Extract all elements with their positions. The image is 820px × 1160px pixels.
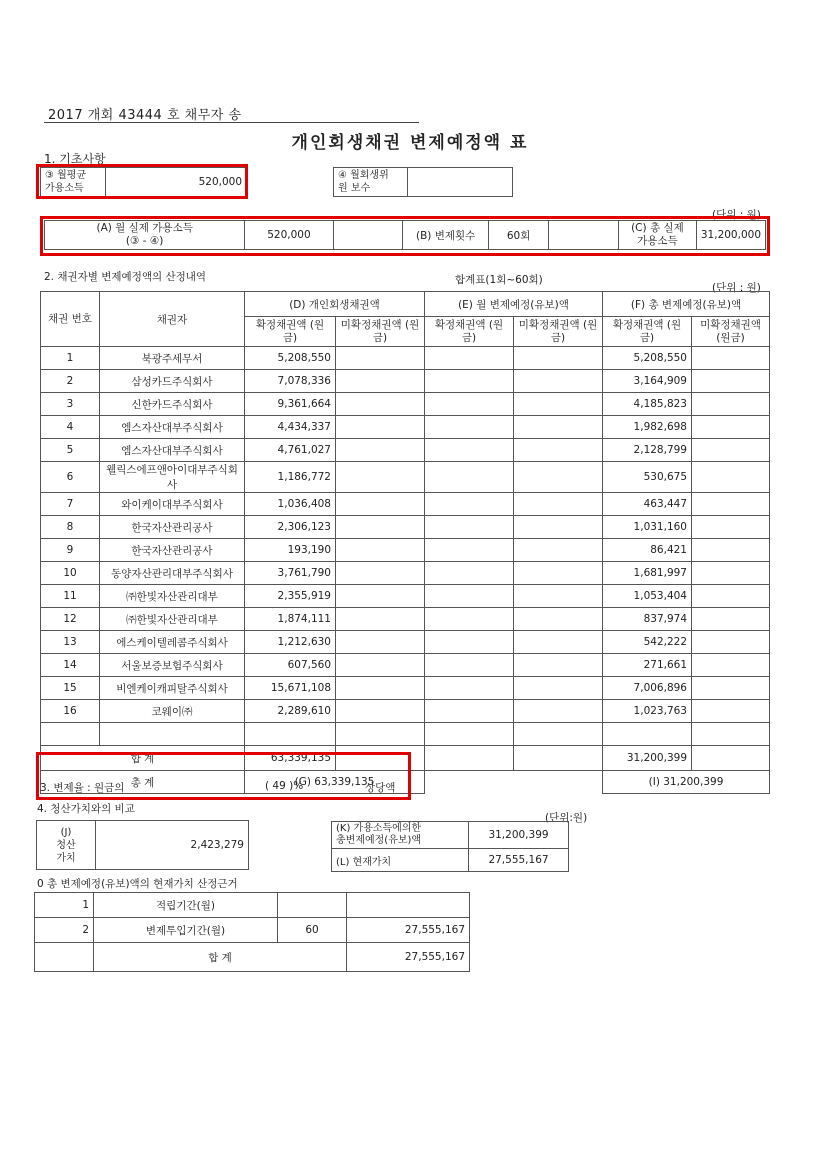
d-unconfirmed-value [336,608,425,631]
j-label-2: 청산 [56,839,76,851]
e-unconfirmed-value [514,393,603,416]
table-row [41,393,770,416]
total-g: (G) 63,339,135 [245,771,425,794]
section2-unit: (단위 : 원) [712,282,761,294]
creditor-name: 서울보증보험주식회사 [100,654,245,677]
d-unconfirmed-value [336,370,425,393]
d-confirmed-value: 4,434,337 [245,416,336,439]
d-unconfirmed-value [336,539,425,562]
creditor-name: 에스케이텔레콤주식회사 [100,631,245,654]
basis-sum-label: 합 계 [94,943,347,972]
f-confirmed-value: 2,128,799 [603,439,692,462]
d-unconfirmed-header: 미확정채권액 (원금) [336,317,425,347]
trustee-value [408,168,513,197]
e-confirmed-value [425,585,514,608]
e-unconfirmed-value [514,539,603,562]
table-row [41,631,770,654]
d-unconfirmed-value [336,493,425,516]
sum-label: 합 계 [41,746,245,771]
f-unconfirmed-value [692,677,770,700]
e-confirmed-value [425,393,514,416]
basis-label: 적립기간(월) [94,893,278,918]
e-unconfirmed-value [514,677,603,700]
e-unconfirmed-value [514,562,603,585]
f-confirmed-value: 1,681,997 [603,562,692,585]
table-row [41,370,770,393]
e-confirmed-value [425,462,514,493]
f-confirmed-header: 확정채권액 (원금) [603,317,692,347]
f-unconfirmed-value [692,654,770,677]
f-unconfirmed-value [692,462,770,493]
creditor-no: 4 [41,416,100,439]
d-unconfirmed-value [336,562,425,585]
e-confirmed-value [425,516,514,539]
basis-label: 변제투입기간(월) [94,918,278,943]
d-confirmed-value: 2,355,919 [245,585,336,608]
f-unconfirmed-value [692,585,770,608]
f-confirmed-value: 463,447 [603,493,692,516]
f-confirmed-value: 3,164,909 [603,370,692,393]
d-confirmed-value: 2,289,610 [245,700,336,723]
d-unconfirmed-value [336,585,425,608]
e-confirmed-value [425,539,514,562]
f-confirmed-value: 86,421 [603,539,692,562]
section4-heading: 4. 청산가치와의 비교 [37,803,135,815]
basis-value [347,893,470,918]
d-confirmed-header: 확정채권액 (원금) [245,317,336,347]
creditor-name: 엠스자산대부주식회사 [100,439,245,462]
d-unconfirmed-value [336,516,425,539]
f-unconfirmed-value [692,370,770,393]
present-value-basis-table [34,892,470,972]
section5-heading: 0 총 변제예정(유보)액의 현재가치 산정근거 [37,878,238,890]
e-unconfirmed-value [514,608,603,631]
col-no-header: 채권 번호 [41,292,100,347]
col-d-header: (D) 개인회생채권액 [245,292,425,317]
d-unconfirmed-value [336,677,425,700]
k-value: 31,200,399 [469,822,569,849]
d-unconfirmed-value [336,393,425,416]
d-unconfirmed-value [336,700,425,723]
creditor-name: ㈜한빛자산관리대부 [100,608,245,631]
creditor-name: 한국자산관리공사 [100,516,245,539]
f-unconfirmed-value [692,539,770,562]
creditor-name: 비엔케이캐피탈주식회사 [100,677,245,700]
highlight-total-and-rate [36,752,411,800]
highlight-available-income [40,216,770,256]
col-creditor-header: 채권자 [100,292,245,347]
f-confirmed-value: 542,222 [603,631,692,654]
e-unconfirmed-value [514,493,603,516]
d-unconfirmed-value [336,654,425,677]
repayment-rate-value: ( 49 )% [265,780,304,792]
d-confirmed-value: 5,208,550 [245,347,336,370]
trustee-fee-box [333,167,513,197]
creditor-no: 15 [41,677,100,700]
creditor-no: 1 [41,347,100,370]
f-unconfirmed-header: 미확정채권액 (원금) [692,317,770,347]
list-item [35,918,470,943]
f-unconfirmed-value [692,516,770,539]
basis-no: 2 [35,918,94,943]
table-row [41,539,770,562]
creditor-no: 7 [41,493,100,516]
d-unconfirmed-value [336,462,425,493]
e-confirmed-value [425,370,514,393]
basis-months: 60 [278,918,347,943]
table-row [41,347,770,370]
creditor-no: 16 [41,700,100,723]
basis-value: 27,555,167 [347,918,470,943]
creditor-name: 한국자산관리공사 [100,539,245,562]
d-confirmed-value: 7,078,336 [245,370,336,393]
b-value: 60회 [489,221,549,250]
col-f-header: (F) 총 변제예정(유보)액 [603,292,770,317]
d-confirmed-value: 15,671,108 [245,677,336,700]
trustee-label-2: 원 보수 [338,183,371,194]
creditor-no: 13 [41,631,100,654]
creditor-no: 14 [41,654,100,677]
case-number-line: 2017 개회 43444 호 채무자 송 [48,108,242,123]
a-label-2: (③ - ④) [125,235,164,247]
basis-sum-value: 27,555,167 [347,943,470,972]
blank-row-cell [41,723,100,746]
e-unconfirmed-value [514,700,603,723]
monthly-income-value: 520,000 [106,168,247,197]
creditor-no: 5 [41,439,100,462]
f-confirmed-value: 1,031,160 [603,516,692,539]
f-unconfirmed-value [692,347,770,370]
creditor-no: 11 [41,585,100,608]
b-label: (B) 변제횟수 [403,221,489,250]
creditor-name: 북광주세무서 [100,347,245,370]
creditor-no: 3 [41,393,100,416]
e-unconfirmed-value [514,439,603,462]
d-confirmed-value: 4,761,027 [245,439,336,462]
e-confirmed-value [425,631,514,654]
f-confirmed-value: 837,974 [603,608,692,631]
f-unconfirmed-value [692,608,770,631]
e-confirmed-value [425,439,514,462]
a-label-1: (A) 월 실제 가용소득 [96,222,193,234]
creditor-name: 엠스자산대부주식회사 [100,416,245,439]
k-label-2: 총변제예정(유보)액 [336,835,422,846]
e-unconfirmed-value [514,631,603,654]
creditor-name: 와이케이대부주식회사 [100,493,245,516]
f-confirmed-value: 1,053,404 [603,585,692,608]
e-unconfirmed-value [514,347,603,370]
d-confirmed-value: 607,560 [245,654,336,677]
d-confirmed-value: 193,190 [245,539,336,562]
e-unconfirmed-value [514,370,603,393]
d-unconfirmed-value [336,631,425,654]
monthly-income-label-1: ③ 월평균 [45,170,87,181]
f-unconfirmed-value [692,493,770,516]
creditor-no: 8 [41,516,100,539]
creditor-no: 6 [41,462,100,493]
l-label: (L) 현재가치 [332,849,469,872]
e-confirmed-value [425,562,514,585]
table-row [41,493,770,516]
j-label-1: (J) [60,826,72,838]
section2-heading: 2. 채권자별 변제예정액의 산정내역 [44,271,207,283]
creditor-no: 10 [41,562,100,585]
c-value: 31,200,000 [696,221,765,250]
repayment-rate-label: 3. 변제율 : 원금의 [40,782,125,794]
trustee-label-1: ④ 월회생위 [338,170,389,181]
d-unconfirmed-value [336,416,425,439]
table-row [41,608,770,631]
f-unconfirmed-value [692,439,770,462]
basis-months [278,893,347,918]
j-value: 2,423,279 [96,821,249,870]
e-confirmed-value [425,677,514,700]
f-unconfirmed-value [692,562,770,585]
e-confirmed-header: 확정채권액 (원금) [425,317,514,347]
f-unconfirmed-value [692,416,770,439]
sum-d: 63,339,135 [245,746,336,771]
e-unconfirmed-value [514,516,603,539]
f-confirmed-value: 1,982,698 [603,416,692,439]
f-unconfirmed-value [692,631,770,654]
d-confirmed-value: 1,186,772 [245,462,336,493]
e-confirmed-value [425,608,514,631]
table-row [41,585,770,608]
list-item [35,893,470,918]
creditor-name: 삼성카드주식회사 [100,370,245,393]
d-confirmed-value: 1,874,111 [245,608,336,631]
d-confirmed-value: 2,306,123 [245,516,336,539]
f-confirmed-value: 4,185,823 [603,393,692,416]
e-unconfirmed-value [514,416,603,439]
section1-unit: (단위 : 원) [712,209,761,221]
section1-heading: 1. 기초사항 [44,152,106,166]
creditor-no: 12 [41,608,100,631]
creditor-name: 신한카드주식회사 [100,393,245,416]
f-confirmed-value: 271,661 [603,654,692,677]
j-label-3: 가치 [56,852,76,864]
k-label-1: (K) 가용소득에의한 [336,823,422,834]
f-confirmed-value: 1,023,763 [603,700,692,723]
case-underline [44,122,419,123]
e-confirmed-value [425,347,514,370]
section2-subtitle: 합계표(1회~60회) [455,274,543,286]
repayment-rate-suffix: 상당액 [365,782,396,794]
creditor-name: 동양자산관리대부주식회사 [100,562,245,585]
present-value-box [331,821,569,872]
table-row [41,462,770,493]
d-confirmed-value: 1,212,630 [245,631,336,654]
table-row [41,416,770,439]
document-title: 개인회생채권 변제예정액 표 [291,133,529,153]
table-row [41,677,770,700]
table-row [41,439,770,462]
f-confirmed-value: 530,675 [603,462,692,493]
total-label: 총 계 [41,771,245,794]
d-unconfirmed-value [336,347,425,370]
col-e-header: (E) 월 변제예정(유보)액 [425,292,603,317]
table-row [41,700,770,723]
e-unconfirmed-header: 미확정채권액 (원금) [514,317,603,347]
section4-unit: (단위:원) [545,812,588,824]
creditor-name: ㈜한빛자산관리대부 [100,585,245,608]
d-confirmed-value: 3,761,790 [245,562,336,585]
e-confirmed-value [425,700,514,723]
creditor-table [40,291,770,794]
f-unconfirmed-value [692,393,770,416]
sum-f: 31,200,399 [603,746,692,771]
table-row [41,562,770,585]
table-row [41,516,770,539]
e-confirmed-value [425,416,514,439]
a-value: 520,000 [245,221,333,250]
e-confirmed-value [425,654,514,677]
monthly-income-label-2: 가용소득 [45,183,84,194]
f-confirmed-value: 7,006,896 [603,677,692,700]
c-label-1: (C) 총 실제 [631,222,684,234]
basis-no: 1 [35,893,94,918]
d-confirmed-value: 1,036,408 [245,493,336,516]
c-label-2: 가용소득 [637,235,678,247]
f-confirmed-value: 5,208,550 [603,347,692,370]
e-unconfirmed-value [514,654,603,677]
table-row [41,654,770,677]
l-value: 27,555,167 [469,849,569,872]
e-confirmed-value [425,493,514,516]
f-unconfirmed-value [692,700,770,723]
d-confirmed-value: 9,361,664 [245,393,336,416]
creditor-name: 웰릭스에프앤아이대부주식회사 [100,462,245,493]
creditor-no: 2 [41,370,100,393]
d-unconfirmed-value [336,439,425,462]
e-unconfirmed-value [514,462,603,493]
creditor-name: 코웨이㈜ [100,700,245,723]
highlight-monthly-income [36,164,248,199]
total-i: (I) 31,200,399 [603,771,770,794]
e-unconfirmed-value [514,585,603,608]
creditor-no: 9 [41,539,100,562]
liquidation-value-box [36,820,249,870]
